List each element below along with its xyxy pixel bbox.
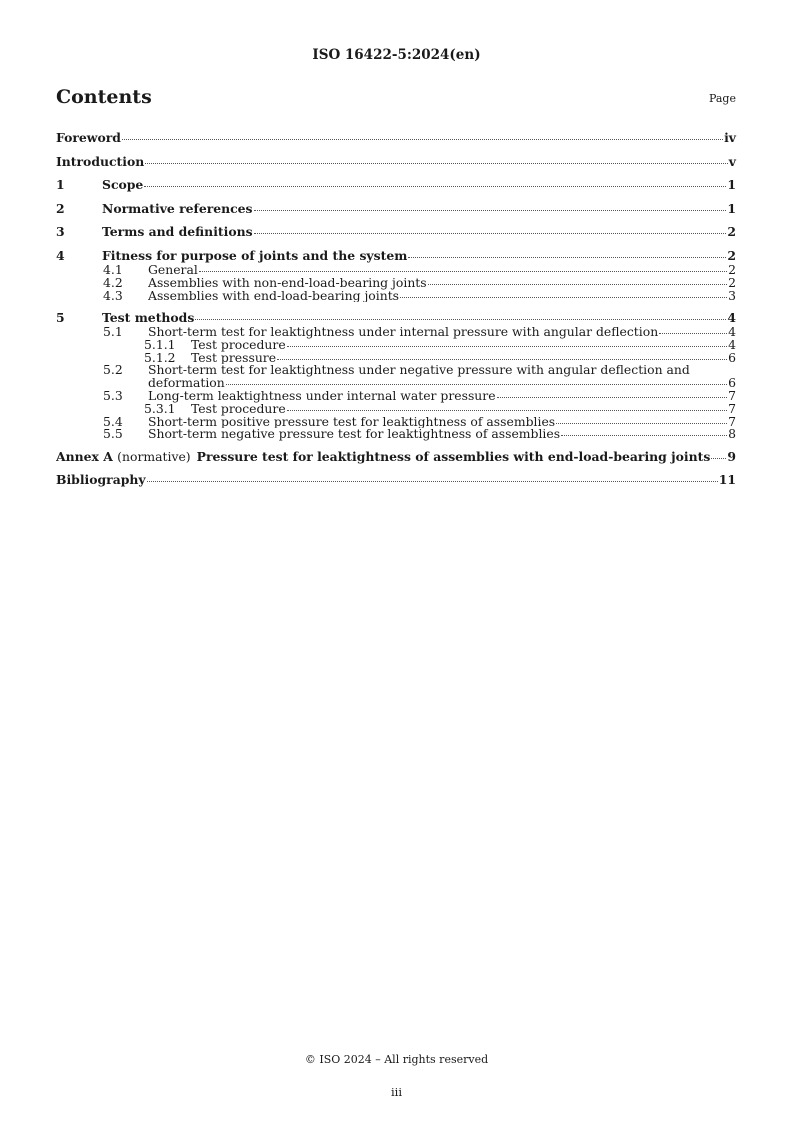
toc-page: 3 bbox=[728, 287, 736, 303]
dot-leader bbox=[254, 209, 727, 211]
annex-qualifier: (normative) bbox=[117, 448, 191, 464]
toc-number: 2 bbox=[56, 200, 65, 216]
toc-page: 2 bbox=[727, 224, 736, 240]
contents-title: Contents bbox=[56, 86, 152, 108]
toc-number: 4.2 bbox=[103, 274, 123, 290]
toc-entry-5-1-2[interactable] bbox=[56, 349, 736, 365]
dot-leader bbox=[659, 332, 727, 334]
toc-entry-5-3-1[interactable] bbox=[56, 400, 736, 416]
toc-title: Test methods bbox=[102, 309, 195, 325]
toc-entry-4-2[interactable] bbox=[56, 274, 736, 290]
toc-number: 5.1 bbox=[103, 323, 123, 339]
toc-entry-5-2-continuation[interactable] bbox=[56, 377, 736, 390]
dot-leader bbox=[199, 270, 727, 272]
toc-title: Terms and definitions bbox=[102, 224, 253, 240]
table-of-contents bbox=[56, 130, 736, 488]
toc-title: Scope bbox=[102, 177, 144, 193]
toc-page: 9 bbox=[727, 448, 736, 464]
dot-leader bbox=[711, 457, 726, 459]
toc-page: v bbox=[728, 153, 736, 169]
dot-leader bbox=[287, 409, 727, 411]
dot-leader bbox=[254, 232, 727, 234]
toc-page: iv bbox=[724, 130, 736, 145]
toc-entry-5-5[interactable] bbox=[56, 428, 736, 441]
dot-leader bbox=[497, 396, 728, 398]
toc-title bbox=[56, 449, 710, 465]
toc-title: Assemblies with end-load-bearing joints bbox=[148, 289, 400, 303]
toc-entry-annex-a[interactable] bbox=[56, 449, 736, 465]
toc-number: 4.3 bbox=[103, 287, 123, 303]
annex-label: Annex A bbox=[56, 448, 113, 464]
toc-title: Fitness for purpose of joints and the system bbox=[102, 247, 408, 263]
toc-entry-bibliography[interactable] bbox=[56, 472, 736, 488]
dot-leader bbox=[556, 422, 727, 424]
toc-entry-2[interactable] bbox=[56, 201, 736, 217]
toc-number: 4.1 bbox=[103, 261, 123, 277]
toc-entry-5-4[interactable] bbox=[56, 413, 736, 429]
toc-page: 4 bbox=[728, 323, 736, 339]
toc-page: 7 bbox=[728, 387, 736, 403]
toc-title: Short-term negative pressure test for leaktightness of assemblies bbox=[148, 428, 561, 442]
toc-page: 8 bbox=[728, 426, 736, 442]
dot-leader bbox=[122, 138, 723, 140]
toc-title: Normative references bbox=[102, 200, 253, 216]
toc-entry-5[interactable] bbox=[56, 310, 736, 326]
toc-title: Test pressure bbox=[191, 351, 277, 365]
toc-page: 1 bbox=[727, 200, 736, 216]
toc-title: Foreword bbox=[56, 130, 121, 145]
toc-number: 5.5 bbox=[103, 426, 123, 442]
toc-title-line-1: Short-term test for leaktightness under negative pressure with angular deflection and bbox=[148, 364, 690, 378]
toc-title: Assemblies with non-end-load-bearing joints bbox=[148, 276, 427, 290]
toc-entry-4-1[interactable] bbox=[56, 261, 736, 277]
toc-entry-introduction[interactable] bbox=[56, 154, 736, 170]
toc-number: 4 bbox=[56, 247, 65, 263]
toc-number: 3 bbox=[56, 224, 65, 240]
toc-number: 1 bbox=[56, 177, 65, 193]
toc-page: 1 bbox=[727, 177, 736, 193]
toc-title: General bbox=[148, 263, 198, 277]
toc-page: 2 bbox=[728, 274, 736, 290]
toc-entry-foreword[interactable] bbox=[56, 130, 736, 146]
toc-entry-1[interactable] bbox=[56, 177, 736, 193]
dot-leader bbox=[287, 345, 727, 347]
toc-page: 11 bbox=[718, 472, 736, 488]
toc-title: Long-term leaktightness under internal water pressure bbox=[148, 389, 496, 403]
toc-page: 2 bbox=[728, 261, 736, 277]
page-column-label: Page bbox=[708, 92, 736, 105]
dot-leader bbox=[144, 185, 726, 187]
toc-title: Short-term positive pressure test for leaktightness of assemblies bbox=[148, 415, 556, 429]
toc-title-line-2: deformation bbox=[148, 377, 225, 390]
dot-leader bbox=[400, 296, 727, 298]
dot-leader bbox=[561, 434, 727, 436]
toc-page: 4 bbox=[727, 309, 736, 325]
toc-title: Test procedure bbox=[191, 402, 286, 416]
page-number: iii bbox=[390, 1085, 403, 1099]
toc-page: 6 bbox=[728, 349, 736, 365]
toc-page: 7 bbox=[728, 400, 736, 416]
toc-entry-3[interactable] bbox=[56, 224, 736, 240]
toc-number: 5.2 bbox=[103, 362, 123, 378]
dot-leader bbox=[277, 358, 727, 360]
toc-number: 5 bbox=[56, 309, 65, 325]
toc-title: Test procedure bbox=[191, 338, 286, 352]
toc-page: 7 bbox=[728, 413, 736, 429]
toc-number: 5.3 bbox=[103, 387, 123, 403]
dot-leader bbox=[428, 283, 727, 285]
document-id-header: ISO 16422-5:2024(en) bbox=[312, 47, 481, 63]
dot-leader bbox=[408, 256, 726, 258]
dot-leader bbox=[195, 318, 726, 320]
toc-entry-4[interactable] bbox=[56, 248, 736, 264]
toc-entry-4-3[interactable] bbox=[56, 287, 736, 303]
toc-entry-5-2[interactable] bbox=[56, 364, 736, 377]
toc-number: 5.4 bbox=[103, 413, 123, 429]
toc-title: Introduction bbox=[56, 153, 145, 169]
copyright-notice: © ISO 2024 – All rights reserved bbox=[304, 1053, 489, 1066]
toc-number: 5.1.1 bbox=[144, 336, 176, 352]
dot-leader bbox=[145, 162, 728, 164]
annex-title: Pressure test for leaktightness of assemblies with end-load-bearing joints bbox=[196, 448, 711, 464]
toc-page: 4 bbox=[728, 336, 736, 352]
dot-leader bbox=[147, 480, 718, 482]
toc-title: Bibliography bbox=[56, 472, 146, 488]
toc-page: 2 bbox=[727, 247, 736, 263]
toc-number: 5.1.2 bbox=[144, 349, 176, 365]
toc-page: 6 bbox=[728, 375, 736, 391]
toc-number: 5.3.1 bbox=[144, 400, 176, 416]
dot-leader bbox=[226, 383, 727, 385]
toc-title: Short-term test for leaktightness under internal pressure with angular deflection bbox=[148, 325, 659, 339]
